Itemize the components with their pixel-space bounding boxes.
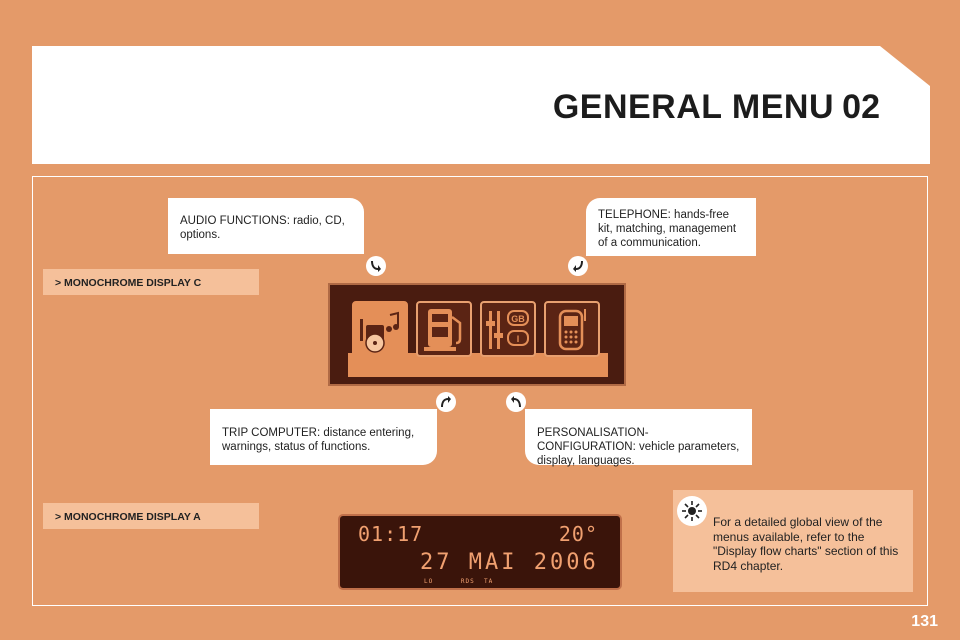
language-label-i: I (516, 334, 520, 344)
audio-icon (352, 301, 408, 357)
chapter-number: 02 (842, 88, 880, 126)
section-monochrome-display-a: > MONOCHROME DISPLAY A (43, 503, 259, 529)
outside-temperature: 20° (558, 522, 598, 546)
audio-functions-callout: AUDIO FUNCTIONS: radio, CD, options. (168, 198, 364, 254)
mobile-phone-icon (544, 301, 600, 357)
telephone-callout: TELEPHONE: hands-free kit, matching, management of a communication. (586, 198, 756, 256)
language-label-gb: GB (511, 314, 525, 324)
info-text: For a detailed global view of the menus available, refer to the "Display flow charts" section of this RD4 chapter. (713, 515, 899, 573)
monochrome-display-c (328, 283, 626, 386)
page-title: GENERAL MENU (552, 88, 834, 126)
monochrome-display-a (338, 514, 622, 590)
arrow-down-right-icon (366, 256, 386, 276)
arrow-up-left-icon (506, 392, 526, 412)
trip-computer-callout: TRIP COMPUTER: distance entering, warnings, status of functions. (210, 409, 437, 465)
date-readout: 27 MAI 2006 (420, 550, 599, 575)
page-number: 131 (911, 613, 938, 630)
clock-time: 01:17 (358, 522, 424, 546)
info-note (673, 490, 913, 592)
personalisation-callout: PERSONALISATION-CONFIGURATION: vehicle parameters, display, languages. (525, 409, 752, 465)
status-indicators: LO RDS TA (424, 578, 494, 585)
arrow-up-right-icon (436, 392, 456, 412)
light-bulb-icon (677, 496, 707, 526)
settings-language-icon (480, 301, 536, 357)
section-monochrome-display-c: > MONOCHROME DISPLAY C (43, 269, 259, 295)
arrow-down-left-icon (568, 256, 588, 276)
fuel-pump-icon (416, 301, 472, 357)
